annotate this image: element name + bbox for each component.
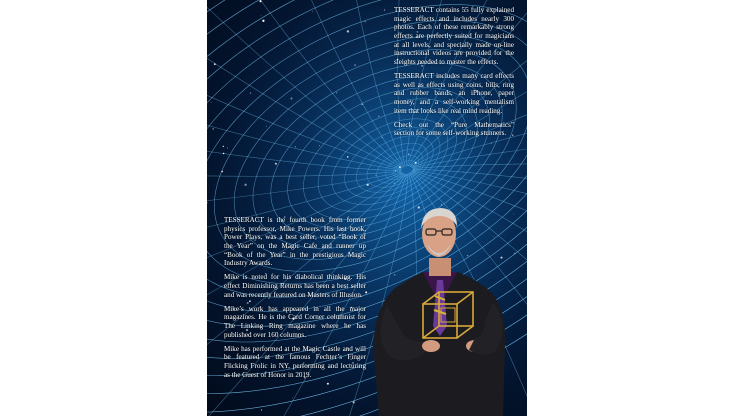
bio-paragraph-1: TESSERACT is the fourth book from former physics professor, Mike Powers. His last book, Power Plays, was a best seller, voted “Book of the Year” on the Magic Cafe and runner up “Book of the Year” in the prestigious Magic Industry Awards. xyxy=(224,216,366,268)
top-text-block xyxy=(394,6,514,143)
top-paragraph-3: Check out the “Pure Mathematics” section for some self-working stunners. xyxy=(394,120,514,138)
top-paragraph-2: TESSERACT includes many card effects as well as effects using coins, bills, ring and rubber bands, an iPhone, paper money, and a self-working mentalism item that looks like real mind reading. xyxy=(394,71,514,115)
book-back-cover xyxy=(207,0,527,416)
top-paragraph-1: TESSERACT contains 55 fully explained magic effects and includes nearly 300 photos. Each of these remarkably strong effects are perfectly suited for magicians at all levels, and specially made on-line instructional videos are provided for the sleights needed to master the effects. xyxy=(394,6,514,66)
tesseract-cube-icon xyxy=(365,196,527,416)
bottom-text-block xyxy=(224,216,366,385)
bio-paragraph-4: Mike has performed at the Magic Castle and will be featured at the famous Fechter’s Finger Flicking Frolic in NY, performing and lecturing as the Guest of Honor in 2019. xyxy=(224,344,366,379)
bio-paragraph-2: Mike is noted for his diabolical thinking. His effect Diminishing Returns has been a best seller and was recently featured on Masters of Illusion. xyxy=(224,273,366,299)
bio-paragraph-3: Mike’s work has appeared in all the major magazines. He is the Card Corner columnist for The Linking Ring magazine where he has published over 160 columns. xyxy=(224,304,366,339)
